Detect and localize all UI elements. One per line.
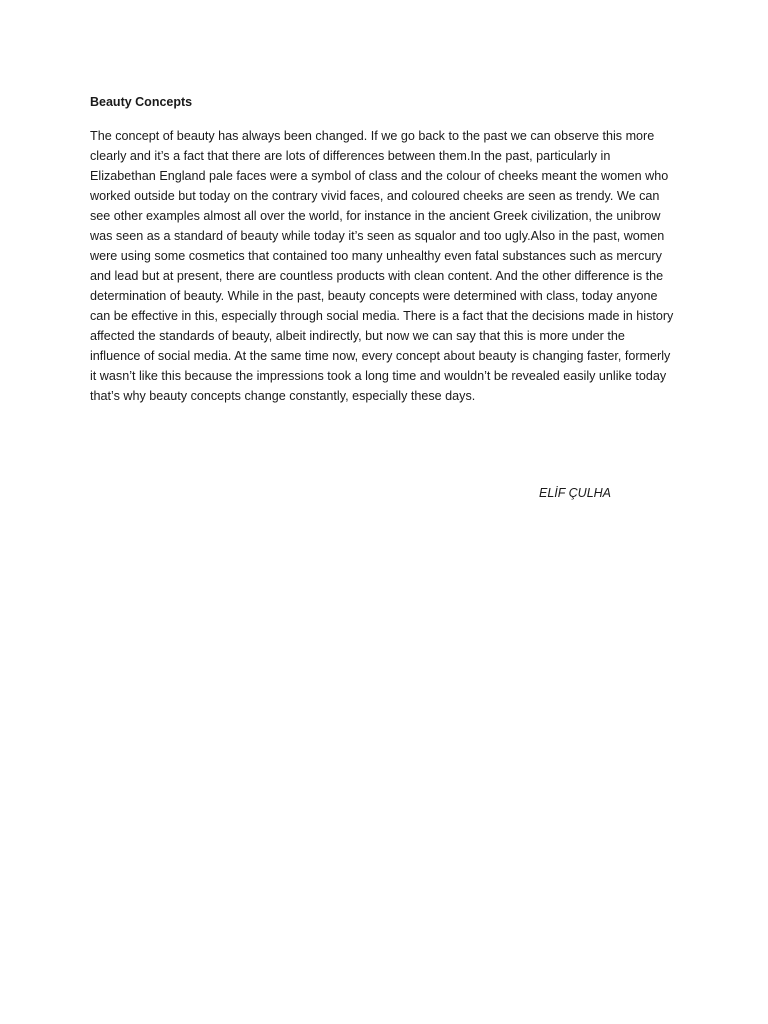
body-line: and lead but at present, there are countless products with clean content. And the other difference is the	[90, 269, 664, 283]
body-line: see other examples almost all over the world, for instance in the ancient Greek civilization, the unibrow	[90, 209, 661, 223]
body-line: it wasn’t like this because the impressions took a long time and wouldn’t be revealed easily unlike today	[90, 369, 667, 383]
body-line: determination of beauty. While in the past, beauty concepts were determined with class, today anyone	[90, 289, 658, 303]
body-line: The concept of beauty has always been changed. If we go back to the past we can observe this more	[90, 129, 655, 143]
body-line: affected the standards of beauty, albeit indirectly, but now we can say that this is more under the	[90, 329, 625, 343]
author-signature: ELİF ÇULHA	[539, 486, 612, 500]
body-line: Elizabethan England pale faces were a symbol of class and the colour of cheeks meant the women who	[90, 169, 669, 183]
body-line: that’s why beauty concepts change constantly, especially these days.	[90, 389, 476, 403]
body-line: worked outside but today on the contrary vivid faces, and coloured cheeks are seen as trendy. We can	[90, 189, 660, 203]
body-line: can be effective in this, especially through social media. There is a fact that the decisions made in history	[90, 309, 674, 323]
body-line: was seen as a standard of beauty while today it’s seen as squalor and too ugly.Also in the past, women	[90, 229, 665, 243]
document-title: Beauty Concepts	[90, 95, 193, 109]
document-body	[90, 126, 680, 406]
body-line: were using some cosmetics that contained too many unhealthy even fatal substances such as mercury	[90, 249, 662, 263]
body-line: clearly and it’s a fact that there are lots of differences between them.In the past, particularly in	[90, 149, 611, 163]
body-line: influence of social media. At the same time now, every concept about beauty is changing faster, formerly	[90, 349, 671, 363]
